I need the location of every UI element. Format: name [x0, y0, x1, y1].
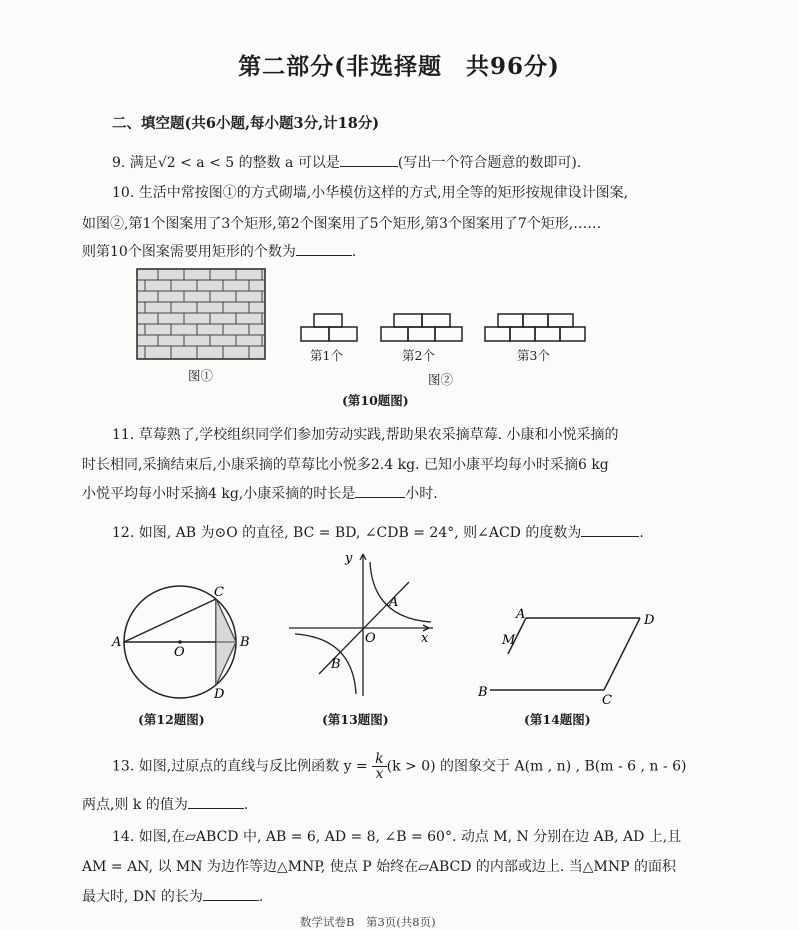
- answer-blank-9[interactable]: [340, 152, 398, 167]
- answer-blank-14[interactable]: [203, 886, 259, 901]
- answer-blank-13[interactable]: [188, 794, 244, 809]
- page-title: 第二部分(非选择题 共96分): [238, 53, 560, 80]
- axis-label-y: y: [345, 551, 353, 566]
- q9-inequality: √2 < a < 5: [157, 155, 235, 171]
- figure-10-pattern-1: [300, 312, 358, 344]
- point-label-B: B: [240, 635, 250, 650]
- point-label-D: D: [644, 613, 655, 628]
- figure-13-graph: [285, 548, 445, 700]
- figure-10-brick-wall: [136, 268, 268, 362]
- answer-blank-11[interactable]: [355, 483, 405, 498]
- question-14-line-3: 最大时, DN 的长为: [82, 889, 203, 905]
- figure-2-label: 图②: [428, 372, 454, 387]
- point-label-A: A: [516, 607, 526, 622]
- figure-10-pattern-3: [484, 312, 588, 344]
- point-label-C: C: [214, 585, 224, 600]
- point-label-D: D: [214, 687, 225, 702]
- figure-10-pattern-2: [380, 312, 464, 344]
- axis-label-x: x: [421, 631, 429, 646]
- question-10-line-1: 10. 生活中常按图①的方式砌墙,小华模仿这样的方式,用全等的矩形按规律设计图案,: [112, 185, 629, 201]
- point-label-A: A: [112, 635, 122, 650]
- figure-12-caption: (第12题图): [138, 712, 205, 727]
- point-label-C: C: [602, 693, 612, 704]
- origin-label-O: O: [365, 631, 376, 646]
- question-9: 9. 满足√2 < a < 5 的整数 a 可以是 (写出一个符合题意的数即可).: [112, 152, 581, 172]
- question-13-line-2: 两点,则 k 的值为: [82, 797, 188, 813]
- pattern-label-2: 第2个: [402, 348, 435, 363]
- figure-13-caption: (第13题图): [322, 712, 389, 727]
- section-heading: 二、填空题(共6小题,每小题3分,计18分): [112, 115, 380, 132]
- figure-14-parallelogram: [478, 604, 668, 704]
- point-label-M: M: [502, 633, 516, 648]
- figure-12-circle: [110, 582, 260, 702]
- point-label-B: B: [331, 657, 341, 672]
- question-13-line-1: 13. 如图,过原点的直线与反比例函数 y = $\frac{k}{x}$ (k > 0) 的图象交于 A(m , n) , B(m - 6 , n - 6): [112, 751, 687, 782]
- point-label-O: O: [174, 645, 185, 660]
- question-11-line-3: 小悦平均每小时采摘4 kg,小康采摘的时长是: [82, 486, 356, 502]
- pattern-label-3: 第3个: [517, 348, 550, 363]
- point-label-A: A: [389, 595, 399, 610]
- question-11-line-2: 时长相同,采摘结束后,小康采摘的草莓比小悦多2.4 kg. 已知小康平均每小时采摘6 kg: [82, 457, 609, 473]
- question-11-line-1: 11. 草莓熟了,学校组织同学们参加劳动实践,帮助果农采摘草莓. 小康和小悦采摘的: [112, 427, 619, 443]
- pattern-label-1: 第1个: [310, 348, 343, 363]
- figure-14-caption: (第14题图): [524, 712, 591, 727]
- fraction-k-over-x: $\frac{k}{x}$: [372, 752, 386, 781]
- figure-10-caption: (第10题图): [342, 393, 409, 408]
- point-label-B: B: [478, 685, 488, 700]
- question-12: 12. 如图, AB 为⊙O 的直径, BC = BD, ∠CDB = 24°, 则∠ACD 的度数为: [112, 525, 582, 541]
- answer-blank-10[interactable]: [296, 241, 352, 256]
- page-footer: 数学试卷B 第3页(共8页): [300, 915, 436, 929]
- question-10-line-2: 如图②,第1个图案用了3个矩形,第2个图案用了5个矩形,第3个图案用了7个矩形,……: [82, 216, 602, 232]
- question-10-line-3: 则第10个图案需要用矩形的个数为: [82, 244, 296, 260]
- figure-1-label: 图①: [188, 368, 214, 383]
- answer-blank-12[interactable]: [581, 522, 639, 537]
- question-14-line-1: 14. 如图,在▱ABCD 中, AB = 6, AD = 8, ∠B = 60°. 动点 M, N 分别在边 AB, AD 上,且: [112, 829, 682, 845]
- question-14-line-2: AM = AN, 以 MN 为边作等边△MNP, 使点 P 始终在▱ABCD 的内部或边上. 当△MNP 的面积: [82, 859, 677, 875]
